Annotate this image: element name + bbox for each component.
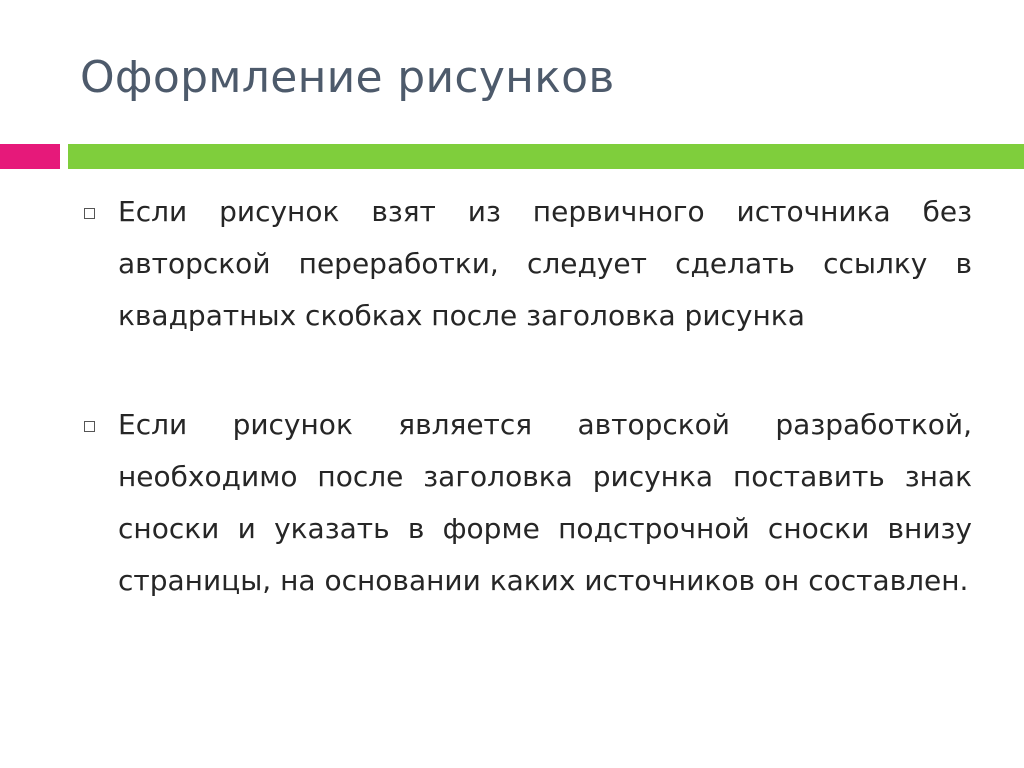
list-item bbox=[80, 399, 972, 607]
accent-bar-pink bbox=[0, 144, 60, 169]
square-bullet-icon bbox=[80, 399, 118, 455]
accent-bar-green bbox=[68, 144, 1024, 169]
bullet-list bbox=[80, 186, 972, 607]
list-item bbox=[80, 186, 972, 342]
bullet-text: Если рисунок является авторской разработкой, необходимо после заголовка рисунка поставить знак сноски и указать в форме подстрочной сноски внизу страницы, на основании каких источников он составлен. bbox=[118, 408, 972, 597]
bullet-text: Если рисунок взят из первичного источника без авторской переработки, следует сделать ссылку в квадратных скобках после заголовка рисунка bbox=[118, 195, 972, 332]
square-bullet-icon bbox=[80, 186, 118, 242]
slide-title: Оформление рисунков bbox=[80, 52, 615, 103]
